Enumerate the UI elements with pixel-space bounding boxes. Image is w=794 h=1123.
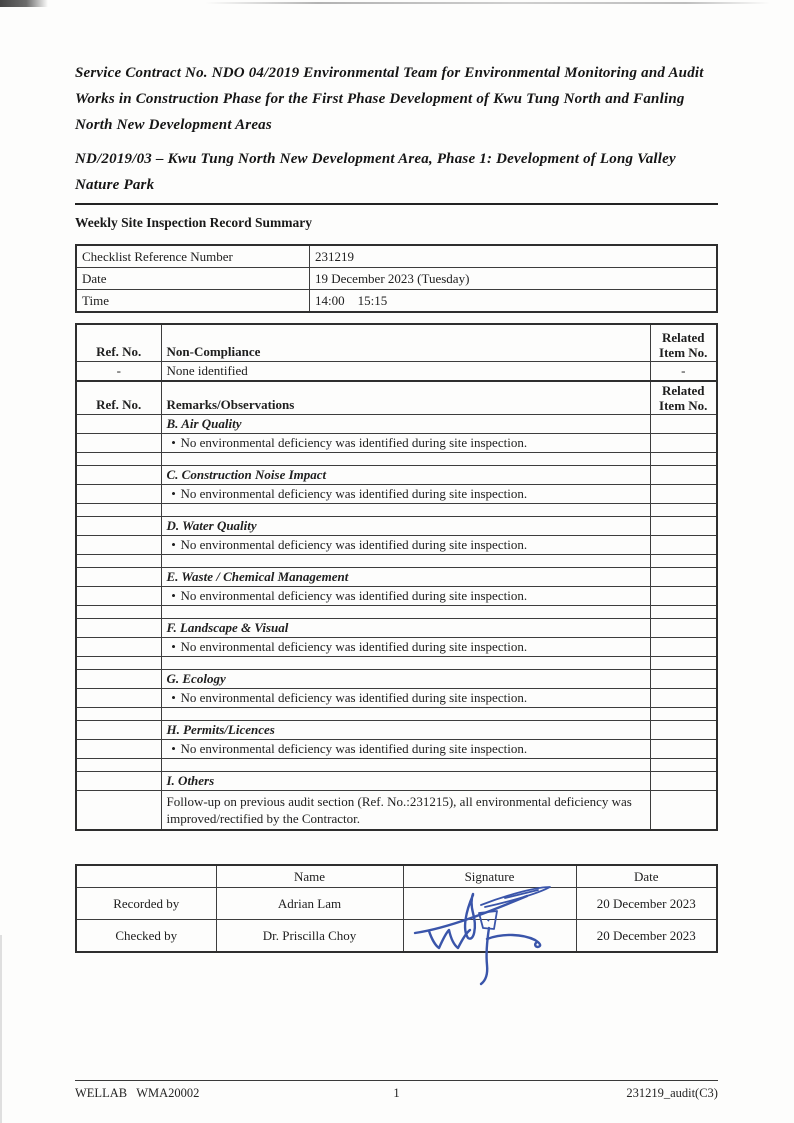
section-title: G. Ecology xyxy=(161,670,650,689)
remarks-section-title-row xyxy=(76,517,717,536)
section-remark-cell xyxy=(161,689,650,708)
inspection-record-table xyxy=(75,323,718,831)
related-item-cell xyxy=(650,466,717,485)
spacer-cell xyxy=(161,555,650,568)
ref-no-cell xyxy=(76,772,161,791)
section-remark-cell xyxy=(161,587,650,606)
info-value-checklist-ref: 231219 xyxy=(310,245,718,268)
inspection-table-body xyxy=(76,324,717,830)
related-item-cell xyxy=(650,791,717,831)
remarks-section-title-row xyxy=(76,466,717,485)
remarks-spacer-row xyxy=(76,759,717,772)
section-remark-text: No environmental deficiency was identified during site inspection. xyxy=(180,537,528,552)
related-item-cell xyxy=(650,740,717,759)
section-remark-cell xyxy=(161,638,650,657)
related-item-cell xyxy=(650,568,717,587)
section-remark-cell: Follow-up on previous audit section (Ref. No.:231215), all environmental deficiency was improved/rectified by the Contractor. xyxy=(161,791,650,831)
ref-no-cell xyxy=(76,415,161,434)
table-row xyxy=(76,268,717,290)
noncompliance-ref-cell: - xyxy=(76,362,161,382)
spacer-cell xyxy=(161,708,650,721)
checked-signature-ink xyxy=(421,921,571,991)
bullet-glyph: • xyxy=(171,588,176,603)
section-remark-cell xyxy=(161,536,650,555)
related-item-cell xyxy=(650,536,717,555)
recorded-by-label: Recorded by xyxy=(76,888,216,920)
remarks-section-title-row xyxy=(76,670,717,689)
header-divider-rule xyxy=(75,203,718,205)
document-title: Weekly Site Inspection Record Summary xyxy=(75,215,312,230)
related-item-cell xyxy=(650,517,717,536)
checklist-info-table xyxy=(75,244,718,313)
spacer-cell xyxy=(161,504,650,517)
checked-by-name: Dr. Priscilla Choy xyxy=(216,920,403,953)
contract-title-paragraph: Service Contract No. NDO 04/2019 Environmental Team for Environmental Monitoring and Audit Works in Construction Phase for the First Phase Development of Kwu Tung North and Fanling North New Development Areas xyxy=(75,65,704,133)
bullet-glyph: • xyxy=(171,537,176,552)
signature-header-row xyxy=(76,865,717,888)
ref-no-cell xyxy=(76,517,161,536)
page-footer xyxy=(75,1086,718,1101)
ref-no-cell xyxy=(76,555,161,568)
bullet-glyph: • xyxy=(171,639,176,654)
section-remark-text: No environmental deficiency was identified during site inspection. xyxy=(180,435,528,450)
noncompliance-value-row xyxy=(76,362,717,382)
col-header-signature: Signature xyxy=(403,865,576,888)
remarks-section-remark-row xyxy=(76,689,717,708)
col-header-remarks: Remarks/Observations xyxy=(161,381,650,415)
ref-no-cell xyxy=(76,568,161,587)
ref-no-cell xyxy=(76,504,161,517)
signature-table xyxy=(75,864,718,953)
remarks-section-remark-row xyxy=(76,485,717,504)
ref-no-cell xyxy=(76,536,161,555)
related-item-cell xyxy=(650,555,717,568)
remarks-spacer-row xyxy=(76,504,717,517)
ref-no-cell xyxy=(76,606,161,619)
info-value-time: 14:00 15:15 xyxy=(310,290,718,313)
section-title: I. Others xyxy=(161,772,650,791)
related-item-cell xyxy=(650,670,717,689)
related-item-cell xyxy=(650,619,717,638)
section-remark-cell xyxy=(161,434,650,453)
remarks-spacer-row xyxy=(76,606,717,619)
footer-page-number: 1 xyxy=(393,1086,400,1100)
col-header-name: Name xyxy=(216,865,403,888)
recorded-by-row xyxy=(76,888,717,920)
spacer-cell xyxy=(161,453,650,466)
remarks-section-title-row xyxy=(76,772,717,791)
spacer-cell xyxy=(161,657,650,670)
remarks-section-title-row xyxy=(76,568,717,587)
related-item-cell xyxy=(650,587,717,606)
ref-no-cell xyxy=(76,759,161,772)
related-item-cell xyxy=(650,772,717,791)
related-item-cell xyxy=(650,606,717,619)
section-remark-text: No environmental deficiency was identified during site inspection. xyxy=(180,486,528,501)
col-header-noncompliance: Non-Compliance xyxy=(161,324,650,362)
section-remark-text: No environmental deficiency was identified during site inspection. xyxy=(180,690,528,705)
spacer-cell xyxy=(161,606,650,619)
footer-divider-rule xyxy=(75,1080,718,1081)
checked-by-row xyxy=(76,920,717,953)
signature-header-empty xyxy=(76,865,216,888)
table-row xyxy=(76,245,717,268)
remarks-section-remark-row xyxy=(76,740,717,759)
info-label-time: Time xyxy=(76,290,310,313)
section-remark-cell xyxy=(161,485,650,504)
remarks-section-remark-row xyxy=(76,638,717,657)
scan-artifact-left-edge-line xyxy=(0,935,2,1123)
section-title: C. Construction Noise Impact xyxy=(161,466,650,485)
section-remark-text: No environmental deficiency was identified during site inspection. xyxy=(180,588,528,603)
ref-no-cell xyxy=(76,619,161,638)
remarks-section-remark-row xyxy=(76,536,717,555)
remarks-spacer-row xyxy=(76,453,717,466)
related-item-cell xyxy=(650,504,717,517)
section-remark-text: No environmental deficiency was identified during site inspection. xyxy=(180,741,528,756)
col-header-ref-no: Ref. No. xyxy=(76,381,161,415)
col-header-related-item: Related Item No. xyxy=(650,324,717,362)
col-header-related-item: Related Item No. xyxy=(650,381,717,415)
section-title: F. Landscape & Visual xyxy=(161,619,650,638)
ref-no-cell xyxy=(76,791,161,831)
footer-lab-reference: WELLAB WMA20002 xyxy=(75,1086,200,1100)
remarks-spacer-row xyxy=(76,555,717,568)
related-item-cell xyxy=(650,708,717,721)
col-header-date: Date xyxy=(576,865,717,888)
ref-no-cell xyxy=(76,587,161,606)
related-item-cell xyxy=(650,415,717,434)
bullet-glyph: • xyxy=(171,741,176,756)
checked-by-signature xyxy=(403,920,576,953)
checked-by-label: Checked by xyxy=(76,920,216,953)
section-title: E. Waste / Chemical Management xyxy=(161,568,650,587)
related-item-cell xyxy=(650,485,717,504)
bullet-glyph: • xyxy=(171,690,176,705)
ref-no-cell xyxy=(76,638,161,657)
info-label-date: Date xyxy=(76,268,310,290)
remarks-section-title-row xyxy=(76,619,717,638)
recorded-by-signature xyxy=(403,888,576,920)
footer-document-reference: 231219_audit(C3) xyxy=(626,1086,718,1100)
ref-no-cell xyxy=(76,434,161,453)
noncompliance-text-cell: None identified xyxy=(161,362,650,382)
section-title: B. Air Quality xyxy=(161,415,650,434)
ref-no-cell xyxy=(76,657,161,670)
related-item-cell xyxy=(650,434,717,453)
recorded-by-name: Adrian Lam xyxy=(216,888,403,920)
ref-no-cell xyxy=(76,670,161,689)
spacer-cell xyxy=(161,759,650,772)
ref-no-cell xyxy=(76,485,161,504)
info-label-checklist-ref: Checklist Reference Number xyxy=(76,245,310,268)
remarks-section-remark-row xyxy=(76,434,717,453)
project-title-paragraph: ND/2019/03 – Kwu Tung North New Development Area, Phase 1: Development of Long Valley Nature Park xyxy=(75,151,676,193)
page-content xyxy=(75,0,718,953)
ref-no-cell xyxy=(76,708,161,721)
col-header-ref-no: Ref. No. xyxy=(76,324,161,362)
related-item-cell xyxy=(650,759,717,772)
ref-no-cell xyxy=(76,689,161,708)
related-item-cell xyxy=(650,638,717,657)
remarks-section-remark-row xyxy=(76,791,717,831)
bullet-glyph: • xyxy=(171,486,176,501)
remarks-section-title-row xyxy=(76,721,717,740)
remarks-spacer-row xyxy=(76,708,717,721)
related-item-cell xyxy=(650,721,717,740)
remarks-spacer-row xyxy=(76,657,717,670)
scan-artifact-top-left-smudge xyxy=(0,0,48,7)
table-row xyxy=(76,290,717,313)
section-title: H. Permits/Licences xyxy=(161,721,650,740)
remarks-header-row xyxy=(76,381,717,415)
info-value-date: 19 December 2023 (Tuesday) xyxy=(310,268,718,290)
noncompliance-header-row xyxy=(76,324,717,362)
section-remark-cell xyxy=(161,740,650,759)
bullet-glyph: • xyxy=(171,435,176,450)
recorded-by-date: 20 December 2023 xyxy=(576,888,717,920)
remarks-section-remark-row xyxy=(76,587,717,606)
section-title: D. Water Quality xyxy=(161,517,650,536)
related-item-cell xyxy=(650,453,717,466)
noncompliance-related-cell: - xyxy=(650,362,717,382)
ref-no-cell xyxy=(76,721,161,740)
ref-no-cell xyxy=(76,740,161,759)
ref-no-cell xyxy=(76,466,161,485)
checked-by-date: 20 December 2023 xyxy=(576,920,717,953)
ref-no-cell xyxy=(76,453,161,466)
remarks-section-title-row xyxy=(76,415,717,434)
related-item-cell xyxy=(650,689,717,708)
related-item-cell xyxy=(650,657,717,670)
section-remark-text: No environmental deficiency was identified during site inspection. xyxy=(180,639,528,654)
